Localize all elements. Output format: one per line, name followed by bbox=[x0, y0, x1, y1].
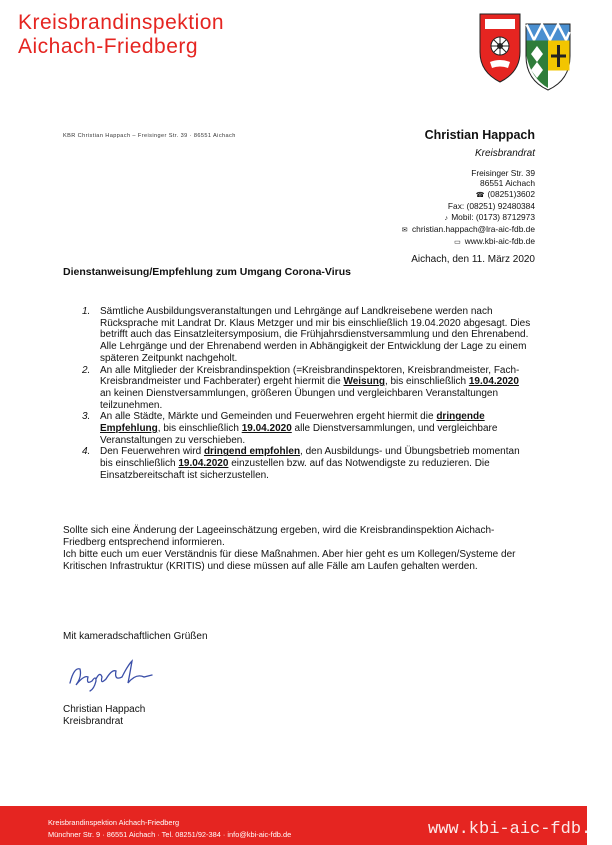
contact-email-row bbox=[400, 224, 535, 236]
contact-city: 86551 Aichach bbox=[480, 178, 535, 189]
author-role: Kreisbrandrat bbox=[474, 148, 535, 159]
header-title-line1: Kreisbrandinspektion bbox=[18, 11, 225, 34]
contact-street: Freisinger Str. 39 bbox=[471, 168, 535, 178]
list-text: An alle Städte, Märkte und Gemeinden und Feuerwehren ergeht hiermit die bbox=[100, 411, 437, 423]
list-item bbox=[63, 306, 531, 365]
emphasis-date: 19.04.2020 bbox=[468, 376, 519, 388]
contact-mobile: Mobil: (0173) 8712973 bbox=[451, 211, 535, 222]
list-number: 1. bbox=[82, 306, 91, 317]
emphasis-empfohlen: dringend empfohlen bbox=[203, 446, 301, 458]
contact-web[interactable]: www.kbi-aic-fdb.de bbox=[464, 236, 535, 247]
list-text: , bis einschließlich bbox=[157, 423, 242, 435]
list-number: 2. bbox=[82, 364, 91, 376]
monitor-icon: ▭ bbox=[454, 239, 461, 247]
list-number: 3. bbox=[82, 411, 91, 423]
list-text: Sämtliche Ausbildungsveranstaltungen und Lehrgänge auf Landkreisebene werden nach Rücksprache mit Landrat Dr. Klaus Metzger und mir bis einschließlich 19.04.2020 abgesagt. Dies betrifft auch das Einsatzleitersymposium, die Frühjahrsdienstversammlung und den Ehrenabend. Alle Lehrgänge und der Ehrenabend werden in Abhängigkeit der Entwicklung der Lage zu einem späteren Zeitpunkt nachgeholt. bbox=[100, 306, 531, 364]
header-title-line2: Aichach-Friedberg bbox=[18, 35, 199, 58]
contact-block bbox=[400, 168, 535, 249]
footer-org: Kreisbrandinspektion Aichach-Friedberg bbox=[48, 818, 180, 827]
emphasis-weisung: Weisung bbox=[343, 376, 385, 388]
list-text: An alle Mitglieder der Kreisbrandinspektion (=Kreisbrandinspektoren, Kreisbrandmeister, Fach-Kreisbrandmeister und Fachberater) ergeht hiermit die bbox=[100, 364, 520, 388]
paragraph-change-notice: Sollte sich eine Änderung der Lageeinschätzung ergeben, wird die Kreisbrandinspektion Aichach-Friedberg entsprechend informieren. bbox=[63, 525, 495, 548]
contact-web-row bbox=[400, 236, 535, 248]
list-text: , den Ausbildungs- und Übungsbetrieb momentan bis einschließlich bbox=[100, 446, 520, 470]
signature-name: Christian Happach bbox=[63, 704, 146, 715]
list-text: Den Feuerwehren wird bbox=[100, 446, 204, 458]
paragraph-understanding: Ich bitte euch um euer Verständnis für diese Maßnahmen. Aber hier geht es um Kollegen/Systeme der Kritischen Infrastruktur (KRITIS) und diese müssen auf alle Fälle am Laufen gehalten werden. bbox=[63, 549, 516, 572]
list-text: einzustellen bzw. auf das Notwendigste zu reduzieren. Die Einsatzbereitschaft ist sicherzustellen. bbox=[100, 458, 490, 481]
contact-mobile-row bbox=[400, 212, 535, 224]
letter-date: Aichach, den 11. März 2020 bbox=[411, 254, 535, 265]
author-name: Christian Happach bbox=[424, 128, 535, 142]
letter-subject: Dienstanweisung/Empfehlung zum Umgang Corona-Virus bbox=[63, 266, 351, 278]
list-number: 4. bbox=[82, 446, 91, 458]
emphasis-empfehlung: dringende Empfehlung bbox=[100, 411, 485, 435]
emphasis-date: 19.04.2020 bbox=[178, 458, 229, 470]
footer-address: Münchner Str. 9 · 86551 Aichach · Tel. 08251/92-384 · info@kbi-aic-fdb.de bbox=[48, 830, 292, 839]
footer-url[interactable]: www.kbi-aic-fdb.de bbox=[428, 820, 612, 839]
list-text: , bis einschließlich bbox=[384, 376, 469, 388]
contact-phone-row bbox=[400, 189, 535, 201]
phone-icon: ☎ bbox=[475, 191, 485, 199]
sender-line: KBR Christian Happach – Freisinger Str. 39 · 86551 Aichach bbox=[63, 133, 236, 139]
closing-greeting: Mit kameradschaftlichen Grüßen bbox=[63, 631, 208, 642]
contact-email[interactable]: christian.happach@lra-aic-fdb.de bbox=[411, 224, 535, 235]
coat-of-arms-logo bbox=[476, 10, 574, 92]
list-item bbox=[63, 365, 531, 412]
contact-fax: Fax: (08251) 92480384 bbox=[447, 201, 535, 212]
list-item bbox=[63, 446, 531, 481]
list-text: an keinen Dienstversammlungen, größeren Übungen und vergleichbaren Veranstaltungen teilzunehmen. bbox=[100, 387, 499, 411]
list-text: alle Dienstversammlungen, und vergleichbare Veranstaltungen zu verschieben. bbox=[100, 423, 498, 446]
handwritten-signature bbox=[66, 655, 156, 693]
list-item bbox=[63, 411, 531, 446]
directive-list bbox=[63, 306, 531, 482]
signature-role: Kreisbrandrat bbox=[63, 716, 124, 727]
mobile-icon: ♪ bbox=[444, 214, 448, 222]
contact-phone: (08251)3602 bbox=[487, 188, 535, 199]
emphasis-date: 19.04.2020 bbox=[241, 423, 292, 435]
envelope-icon: ✉ bbox=[401, 227, 408, 235]
